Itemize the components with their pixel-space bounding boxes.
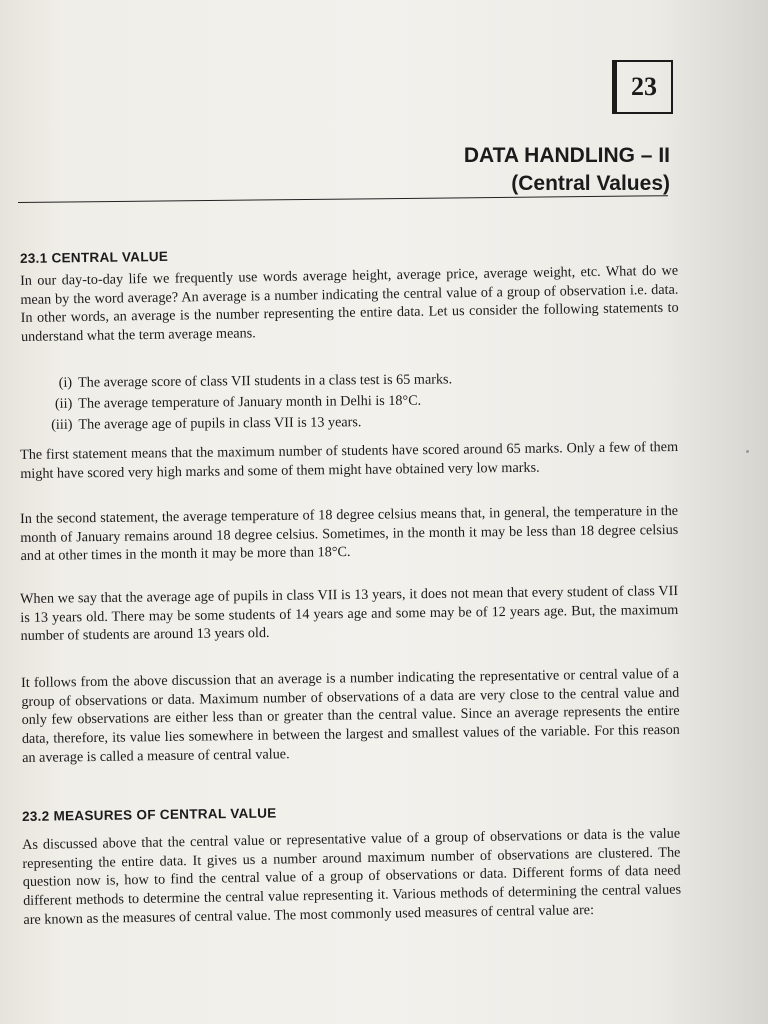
chapter-subtitle: (Central Values) [511,172,670,195]
list-item-text: The average temperature of January month in Delhi is 18°C. [78,392,422,412]
paragraph-conclusion: It follows from the above discussion that an average is a number indicating the representative or central value of a group of observations or data. Maximum number of observations of a data are very close to the central value and only few observations are either less than or greater than the central value. Since an average represents the entire data, therefore, its value lies somewhere in between the largest and smallest values of the variable. For this reason an average is called a measure of central value. [21,665,680,766]
chapter-number: 23 [631,72,657,101]
chapter-number-box [612,60,673,114]
paragraph-intro: In our day-to-day life we frequently use words average height, average price, average weight, etc. What do we mean by the word average? An average is a number indicating the central value of a group of observation i.e. data. In other words, an average is the number representing the entire data. Let us consider the following statements to understand what the term average means. [20,262,679,346]
section-heading-central-value: 23.1 CENTRAL VALUE [19,248,169,266]
paragraph-first-statement: The first statement means that the maximum number of students have scored around 65 marks. Only a few of them might have scored very high marks and some of them might have obtained very low marks. [20,438,679,482]
paper-speck [746,450,749,453]
chapter-title: DATA HANDLING – II [463,144,670,167]
list-item-number: (i) [58,374,73,391]
paragraph-third-statement: When we say that the average age of pupils in class VII is 13 years, it does not mean that every student of class VII is 13 years old. There may be some students of 14 years age and some may be of 12 years age. But, the maximum number of students are around 13 years old. [20,582,679,645]
list-item [38,410,598,436]
list-item-text: The average age of pupils in class VII is 13 years. [78,414,362,433]
list-item-number: (ii) [54,395,73,412]
list-item-text: The average score of class VII students in a class test is 65 marks. [78,371,453,391]
paragraph-second-statement: In the second statement, the average temperature of 18 degree celsius means that, in general, the temperature in the month of January remains around 18 degree celsius. Sometimes, in the month it may be less than 18 degree celsius and at other times in the month it may be more than 18°C. [20,502,679,565]
paragraph-measures: As discussed above that the central value or representative value of a group of observations or data is the value representing the entire data. It gives us a number around maximum number of observations are clustered. The question now is, how to find the central value of a group of observations or data. Different forms of data need different methods to determine the central value representing it. Various methods of determining the central values are known as the measures of central value. The most commonly used measures of central value are: [22,825,682,928]
statement-list [38,368,599,436]
list-item-number: (iii) [51,416,73,433]
section-heading-measures: 23.2 MEASURES OF CENTRAL VALUE [21,805,277,824]
